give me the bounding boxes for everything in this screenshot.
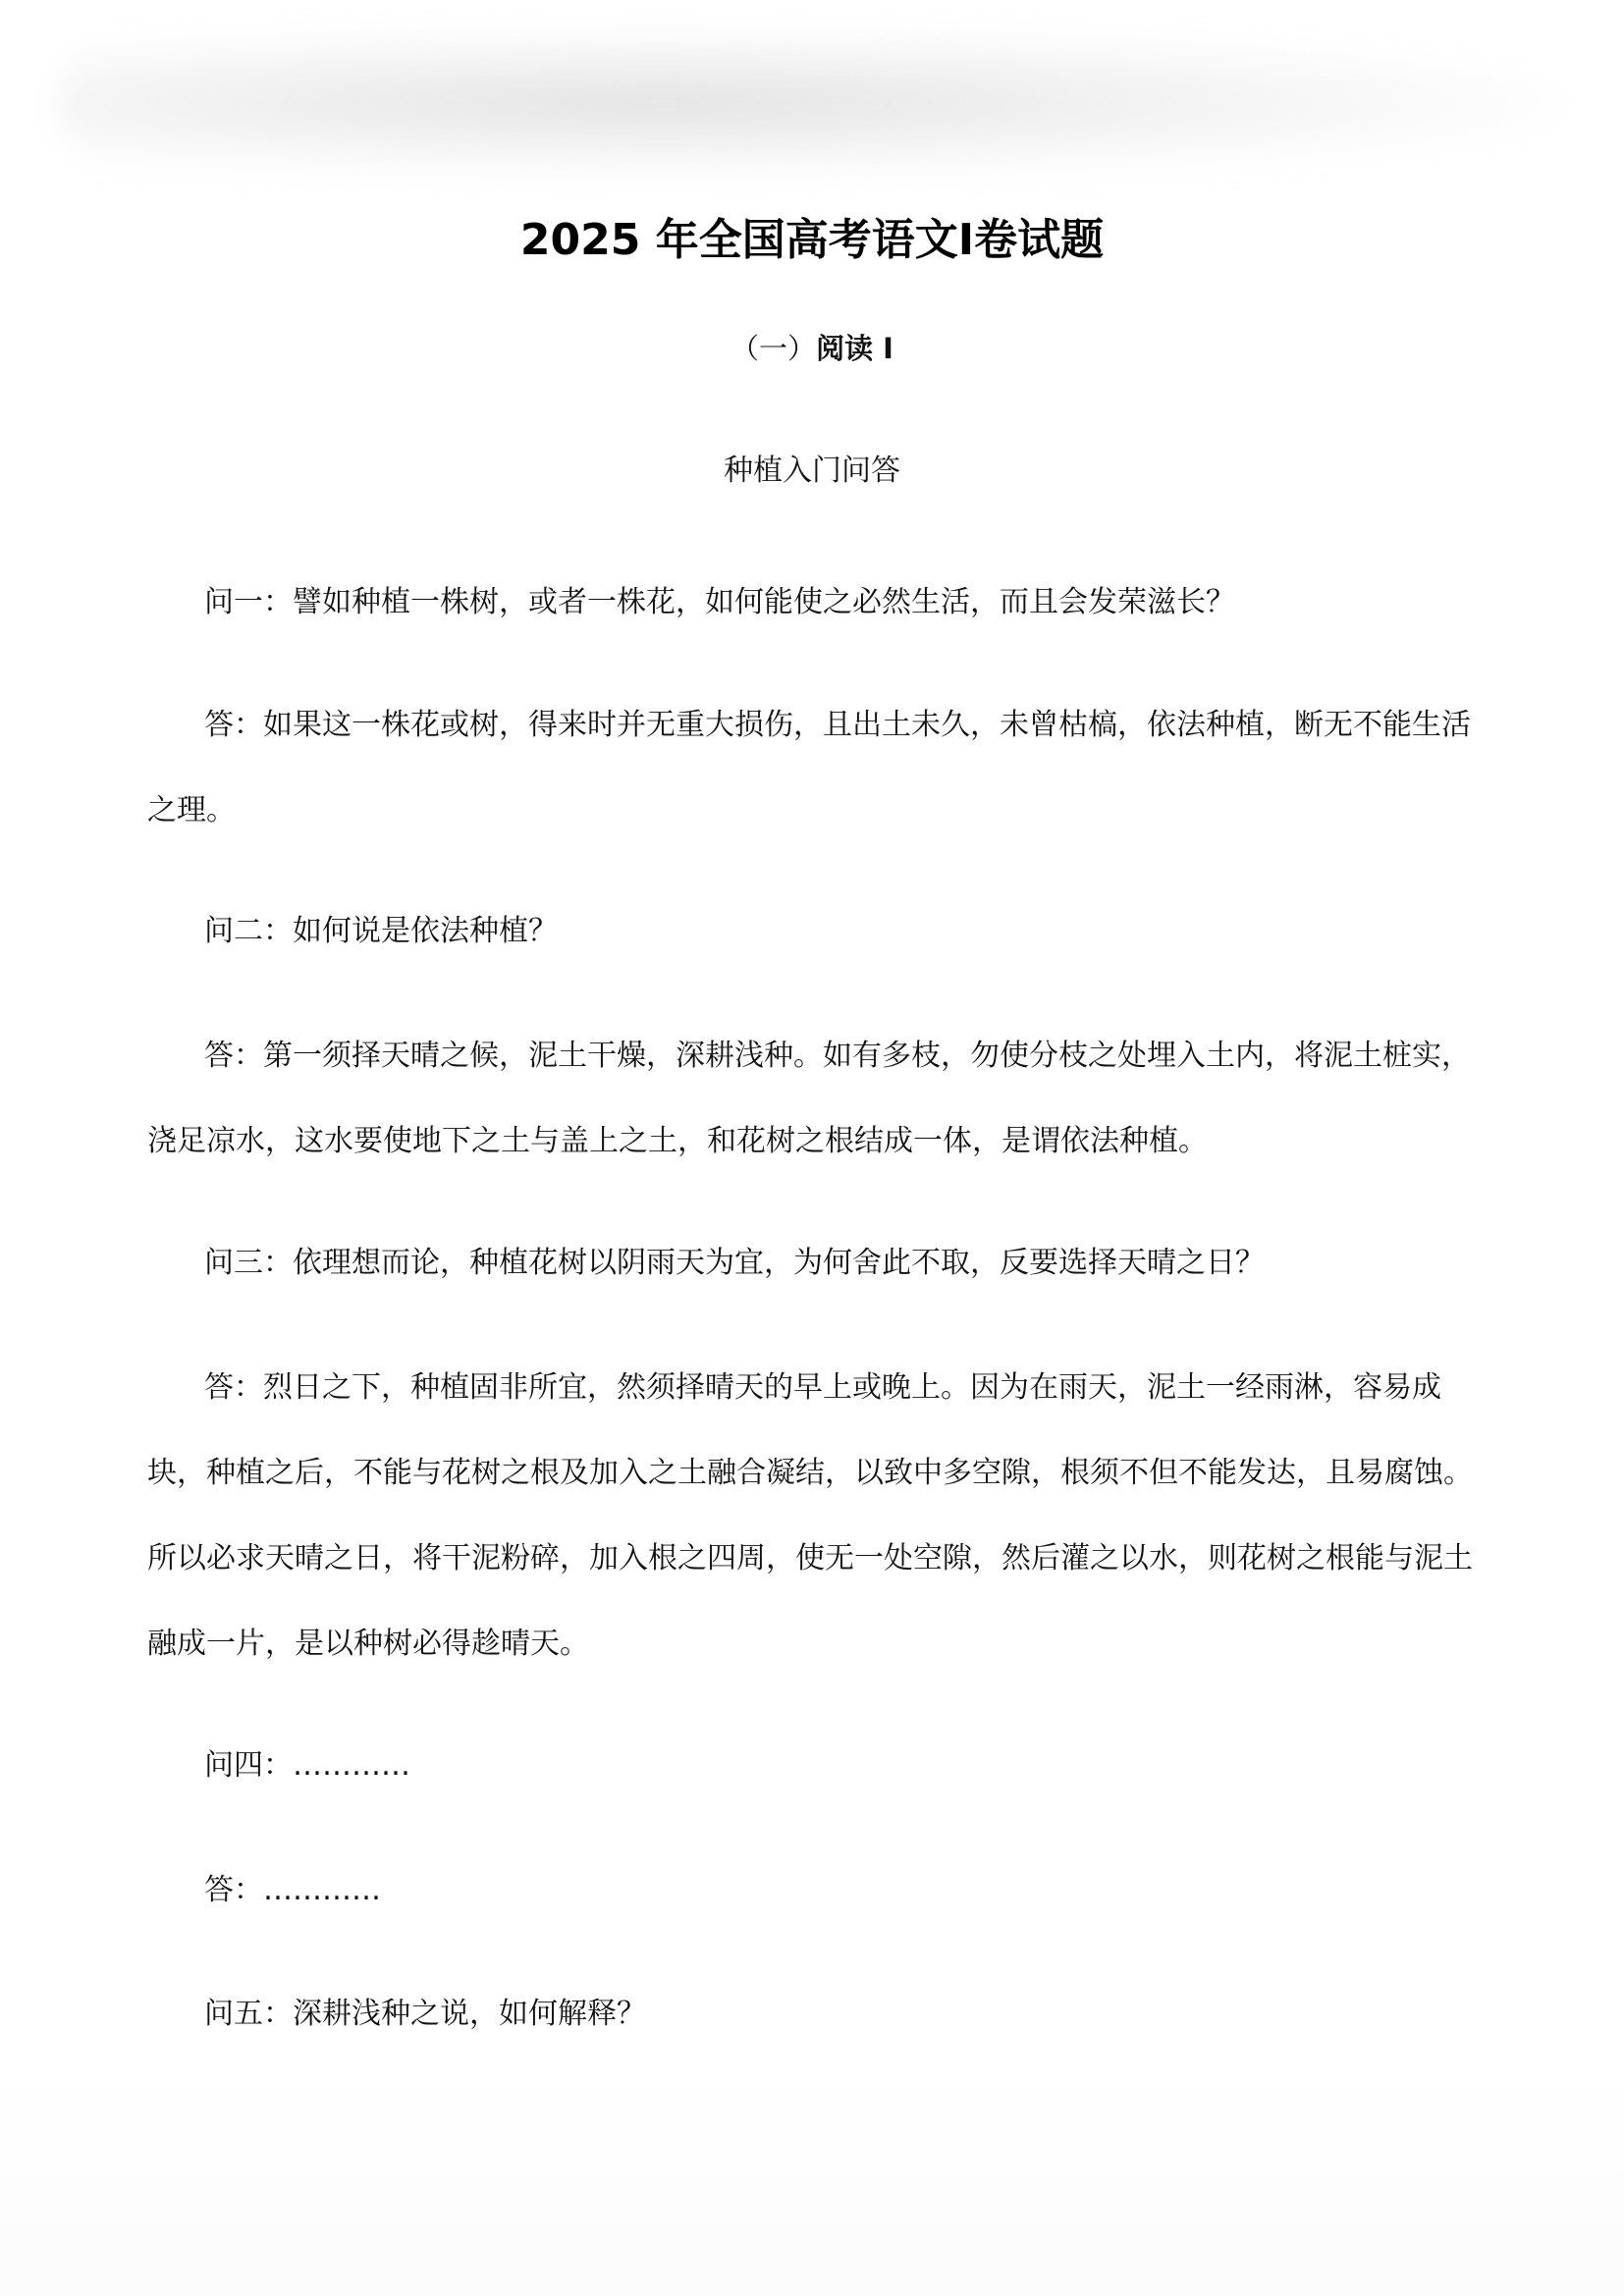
blurred-footer-area — [0, 2061, 1624, 2296]
paragraph-a3: 答：烈日之下，种植固非所宜，然须择晴天的早上或晚上。因为在雨天，泥土一经雨淋，容易成块，种植之后，不能与花树之根及加入之土融合凝结，以致中多空隙，根须不但不能发达，且易腐蚀。所以必求天晴之日，将干泥粉碎，加入根之四周，使无一处空隙，然后灌之以水，则花树之根能与泥土融成一片，是以种树必得趁晴天。 — [147, 1370, 1473, 1661]
blurred-header-area — [59, 29, 1565, 177]
article-title: 种植入门问答 — [724, 454, 900, 488]
paragraph-a1: 答：如果这一株花或树，得来时并无重大损伤，且出土未久，未曾枯槁，依法种植，断无不能生活之理。 — [147, 708, 1471, 828]
paragraph-q5: 问五：深耕浅种之说，如何解释？ — [204, 1997, 646, 2031]
document-title: 2025 年全国高考语文Ⅰ卷试题 — [519, 215, 1105, 265]
section-label: 阅读 I — [816, 332, 893, 365]
section-heading — [147, 329, 1477, 368]
paragraph-a2: 答：第一须择天晴之候，泥土干燥，深耕浅种。如有多枝，勿使分枝之处埋入土内，将泥土桩实，浇足凉水，这水要使地下之土与盖上之土，和花树之根结成一体，是谓依法种植。 — [147, 1039, 1471, 1158]
paragraph-q4: 问四：………… — [204, 1748, 410, 1783]
paragraph-q1: 问一：譬如种植一株树，或者一株花，如何能使之必然生活，而且会发荣滋长？ — [204, 585, 1235, 619]
paragraph-q2: 问二：如何说是依法种植？ — [204, 914, 558, 948]
section-prefix: （一） — [731, 332, 817, 365]
paragraph-a4: 答：………… — [204, 1873, 381, 1907]
paragraph-q3: 问三：依理想而论，种植花树以阴雨天为宜，为何舍此不取，反要选择天晴之日？ — [204, 1246, 1265, 1280]
